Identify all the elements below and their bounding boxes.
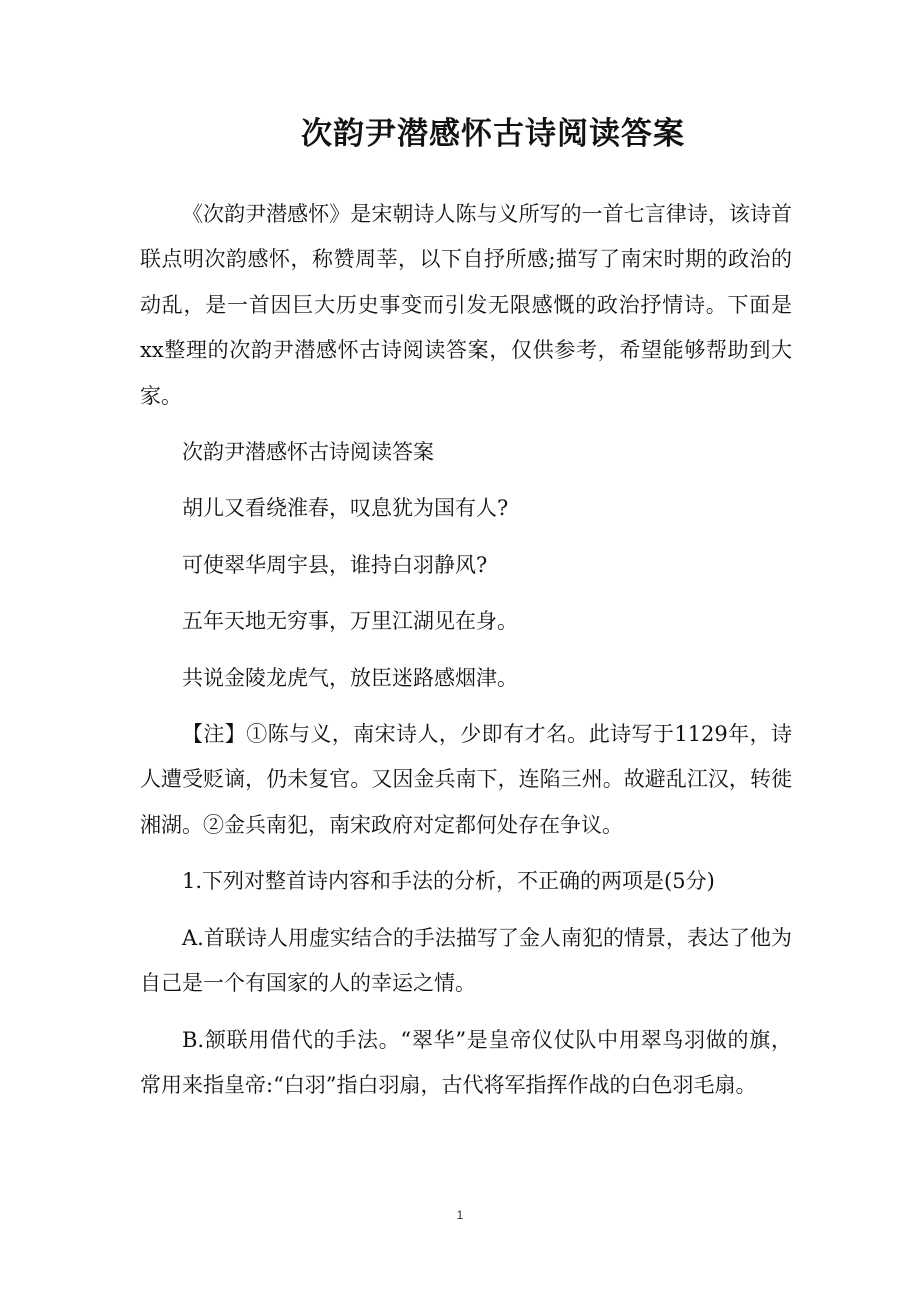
question-1: 1.下列对整首诗内容和手法的分析，不正确的两项是(5分) <box>182 869 715 894</box>
intro-paragraph: 《次韵尹潜感怀》是宋朝诗人陈与义所写的一首七言律诗，该诗首联点明次韵感怀，称赞周莘，以下自抒所感;描写了南宋时期的政治的动乱，是一首因巨大历史事变而引发无限感慨的政治抒情诗。下面是xx整理的次韵尹潜感怀古诗阅读答案，仅供参考，希望能够帮助到大家。 <box>140 202 792 408</box>
page-number: 1 <box>456 1208 464 1222</box>
section-heading: 次韵尹潜感怀古诗阅读答案 <box>182 440 434 465</box>
page-title: 次韵尹潜感怀古诗阅读答案 <box>301 116 685 152</box>
poem-line-1: 胡儿又看绕淮春，叹息犹为国有人? <box>182 496 509 521</box>
document-body <box>140 192 792 1119</box>
poem-line-2: 可使翠华周宇县，谁持白羽静风? <box>182 552 488 577</box>
option-a: A.首联诗人用虚实结合的手法描写了金人南犯的情景，表达了他为自己是一个有国家的人的幸运之情。 <box>140 925 792 996</box>
annotation-paragraph: 【注】①陈与义，南宋诗人，少即有才名。此诗写于1129年，诗人遭受贬谪，仍未复官。又因金兵南下，连陷三州。故避乱江汉，转徙湘湖。②金兵南犯，南宋政府对定都何处存在争议。 <box>140 722 792 837</box>
poem-line-4: 共说金陵龙虎气，放臣迷路感烟津。 <box>182 665 518 690</box>
option-b: B.颔联用借代的手法。“翠华”是皇帝仪仗队中用翠鸟羽做的旗，常用来指皇帝:“白羽”指白羽扇，古代将军指挥作战的白色羽毛扇。 <box>140 1027 792 1097</box>
poem-line-3: 五年天地无穷事，万里江湖见在身。 <box>182 609 518 634</box>
